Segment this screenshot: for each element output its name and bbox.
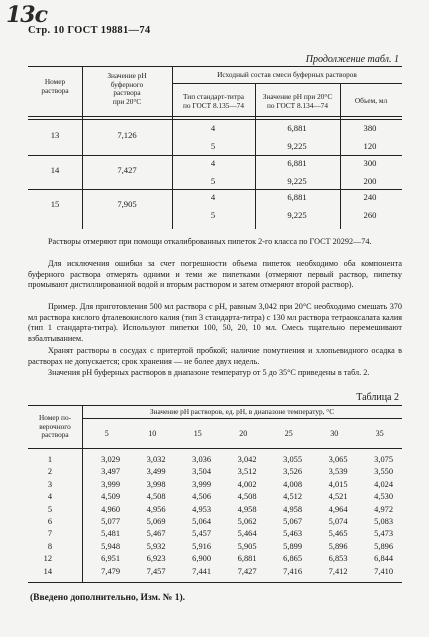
table2-ph-value: 6,900 [192,554,211,564]
table2-ph-value: 3,065 [328,455,348,464]
table1-titre-type: 5 [210,141,216,151]
table1-subhead-rule [172,83,402,84]
table2-ph-value: 5,464 [237,529,257,539]
table2-ph-value: 5,948 [101,541,120,551]
table2-ph-value: 4,960 [101,504,120,514]
table1-head-number [28,78,82,95]
table2-ph-value: 7,479 [101,566,120,576]
table2-row-number: 3 [47,479,52,489]
table2-row-number: 7 [47,529,52,539]
table2-ph-value: 5,899 [283,541,302,551]
table2-row-number: 2 [47,467,52,477]
table2-row-number: 1 [47,455,52,464]
table2-ph-value: 5,905 [237,541,257,551]
table1-volume: 380 [363,123,377,133]
paragraph-error [28,259,402,291]
table1-volume: 300 [363,158,377,168]
table1-vline [172,66,173,229]
table2-ph-value: 5,465 [328,529,348,539]
table2-ph-value: 3,036 [192,455,211,464]
table2-ph-value: 3,042 [237,455,257,464]
table2-ph-value: 4,521 [328,492,348,502]
table2-ph-value: 4,508 [146,492,166,502]
table2-ph-value: 5,077 [101,517,120,526]
paragraph-example [28,302,402,344]
table1-volume: 260 [363,210,377,220]
table2-ph-value: 3,029 [101,455,120,464]
table2-ph-value: 4,002 [237,479,257,489]
head-line: Значение pH при 20°С [262,92,333,101]
table2-ph-value: 3,512 [237,467,257,477]
head-line: буферного [110,79,144,89]
table2-row-number: 8 [47,541,52,551]
table1-titre-type: 4 [210,123,216,133]
table2-temp-label: 10 [148,429,157,438]
table2-ph-value: 3,497 [101,467,120,477]
table1-titre-type: 4 [210,192,216,202]
paragraph-pipettes [28,237,402,248]
table2-ph-value: 7,427 [237,566,257,576]
table2-ph-value: 3,550 [374,467,393,477]
paragraph-text: Для исключения ошибки за счет погрешности объема пипеток необходимо оба компонента буферного раствора отмерять одними и теми же пипетками (отмеряют первый раствор, пипетку промывают дистиллированной водой и вторым раствором и затем отмеряют второй раствор). [28,259,402,290]
table2-ph-value: 4,958 [283,504,302,514]
head-line: раствора [113,88,141,97]
table1-titre-type: 4 [210,158,216,168]
head-line: раствора [41,430,69,439]
table2-ph-value: 3,504 [192,467,211,477]
table2-ph-value: 6,853 [328,554,348,564]
table1-titre-ph: 6,881 [287,158,307,168]
table2-top-rule [28,405,402,406]
paragraph-table2-ref [28,368,402,379]
paragraph-text: Пример. Для приготовления 500 мл раствора с pH, равным 3,042 при 20°С необходимо смешать 370 мл раствора кислого фталевокислого калия (тип 3 стандарта-титра) с 130 мл раствора тетраоксалата калия (тип 1 стандарта-титра). Используют пипетки 100, 50, 20, 10 мл. Смесь тщательно перемешивают взбалтыванием. [28,302,402,343]
table2-ph-value: 5,074 [328,517,348,526]
table2-vline [82,405,83,582]
table2-row-number: 12 [43,554,52,564]
table2-ph-value: 3,499 [146,467,166,477]
table2-ph-value: 3,075 [374,455,393,464]
table-continuation-label: Продолжение табл. 1 [305,54,399,65]
table2-ph-value: 4,956 [146,504,166,514]
table2-ph-value: 7,410 [374,566,393,576]
table2-ph-value: 6,923 [146,554,166,564]
table2-ph-value: 5,062 [237,517,257,526]
table1-head-ph2 [255,93,340,110]
table2-head-bottom-rule [28,448,402,449]
table2-temp-label: 5 [104,429,109,438]
table2-ph-value: 7,457 [146,566,166,576]
table2-ph-value: 6,844 [374,554,393,564]
table2-ph-value: 5,083 [374,517,393,526]
handwritten-page-mark: 13с [6,2,48,28]
table2-ph-value: 7,412 [328,566,348,576]
table2-ph-value: 3,526 [283,467,302,477]
table1-solution-number: 13 [50,130,60,140]
paragraph-text: Хранят растворы в сосудах с притертой пробкой; наличие помутнения и хлопьевидного осадка в растворах не допускается; срок хранения — не более двух недель. [28,346,402,366]
table1-titre-ph: 9,225 [287,176,307,186]
table1-group-rule [28,155,402,156]
table2-ph-value: 4,964 [328,504,348,514]
table2-ph-value: 6,951 [101,554,120,564]
table2-row-number: 5 [47,504,52,514]
table2-ph-value: 4,972 [374,504,393,514]
table1-head-bottom-rule-2 [28,119,402,120]
table2-subhead-rule [82,418,402,419]
head-line: по ГОСТ 8.135—74 [183,100,244,110]
table2-bottom-rule [28,582,402,583]
head-line: при 20°С [112,96,142,106]
table2-ph-value: 5,067 [283,517,302,526]
table1-titre-ph: 6,881 [287,192,307,202]
table1-solution-ph: 7,427 [117,165,137,175]
table2-row-number: 6 [47,517,52,526]
table2-ph-value: 4,953 [192,504,211,514]
table2-ph-value: 4,509 [101,492,120,502]
table2-temp-label: 30 [330,429,339,438]
table2-ph-value: 5,463 [283,529,302,539]
table1-solution-ph: 7,905 [117,199,137,209]
amendment-note: (Введено дополнительно, Изм. № 1). [30,593,185,603]
table2-ph-value: 3,032 [146,455,166,464]
table2-ph-value: 4,024 [374,479,393,489]
head-line: верочного [39,421,71,431]
table1-volume: 120 [363,141,377,151]
paragraph-storage [28,346,402,367]
table1-group-rule [28,189,402,190]
table1-head-volume: Объем, мл [354,96,388,105]
table2-ph-value: 6,865 [283,554,302,564]
paragraph-text: Значения pH буферных растворов в диапазоне температур от 5 до 35°С приведены в табл. 2. [48,368,370,377]
table1-top-rule [28,66,402,67]
table1-titre-type: 5 [210,176,216,186]
table2-ph-value: 3,999 [192,479,211,489]
table2-ph-value: 3,998 [146,479,166,489]
head-line: по ГОСТ 8.134—74 [267,100,328,110]
head-line: Тип стандарт-титра [183,92,244,101]
table1-head-bottom-rule [28,116,402,117]
table2-ph-value: 7,416 [283,566,302,576]
table2-title: Таблица 2 [356,392,399,403]
table1-titre-ph: 9,225 [287,141,307,151]
table2-ph-value: 3,539 [328,467,348,477]
table2-row-number: 14 [43,566,52,576]
paragraph-text: Растворы отмеряют при помощи откалиброванных пипеток 2-го класса по ГОСТ 20292—74. [48,237,372,246]
table2-temp-label: 20 [239,429,248,438]
table2-ph-value: 6,881 [237,554,257,564]
table2-ph-value: 4,008 [283,479,302,489]
head-line: Номер по- [38,413,72,422]
table2-temp-label: 35 [375,429,384,438]
table2-ph-value: 4,508 [237,492,257,502]
table2-ph-value: 5,481 [101,529,120,539]
table1-titre-type: 5 [210,210,216,220]
table2-ph-value: 5,896 [328,541,348,551]
table2-ph-value: 4,015 [328,479,348,489]
head-line: раствора [41,85,69,95]
table2-row-number: 4 [47,492,52,502]
table2-temp-label: 25 [284,429,293,438]
table1-head-ph [82,72,172,106]
table1-head-type [172,93,255,110]
table2-ph-value: 4,530 [374,492,393,502]
table2-ph-value: 5,473 [374,529,393,539]
table2-ph-value: 4,958 [237,504,257,514]
table2-head-number [28,414,82,440]
table2-head-values: Значение pH растворов, ед. pH, в диапазоне температур, °С [149,407,335,416]
table2-ph-value: 5,896 [374,541,393,551]
table1-titre-ph: 6,881 [287,123,307,133]
table2-ph-value: 5,064 [192,517,211,526]
table2-ph-value: 5,457 [192,529,211,539]
table1-titre-ph: 9,225 [287,210,307,220]
table2-ph-value: 4,512 [283,492,302,502]
table2-ph-value: 5,932 [146,541,166,551]
table1-solution-ph: 7,126 [117,130,137,140]
page-header: Стр. 10 ГОСТ 19881—74 [28,25,151,36]
table2-ph-value: 3,999 [101,479,120,489]
table1-head-composition: Исходный состав смеси буферных растворов [217,70,357,79]
table2-temp-label: 15 [193,429,202,438]
table1-solution-number: 15 [50,199,60,209]
table2-ph-value: 5,916 [192,541,211,551]
table1-volume: 240 [363,192,377,202]
table2-ph-value: 7,441 [192,566,211,576]
table2-ph-value: 3,055 [283,455,302,464]
head-line: Номер [44,77,66,86]
table1-volume: 200 [363,176,377,186]
table2-ph-value: 5,069 [146,517,166,526]
table1-solution-number: 14 [50,165,60,175]
table2-ph-value: 4,506 [192,492,211,502]
head-line: Значение pH [107,71,147,80]
table2-ph-value: 5,467 [146,529,166,539]
